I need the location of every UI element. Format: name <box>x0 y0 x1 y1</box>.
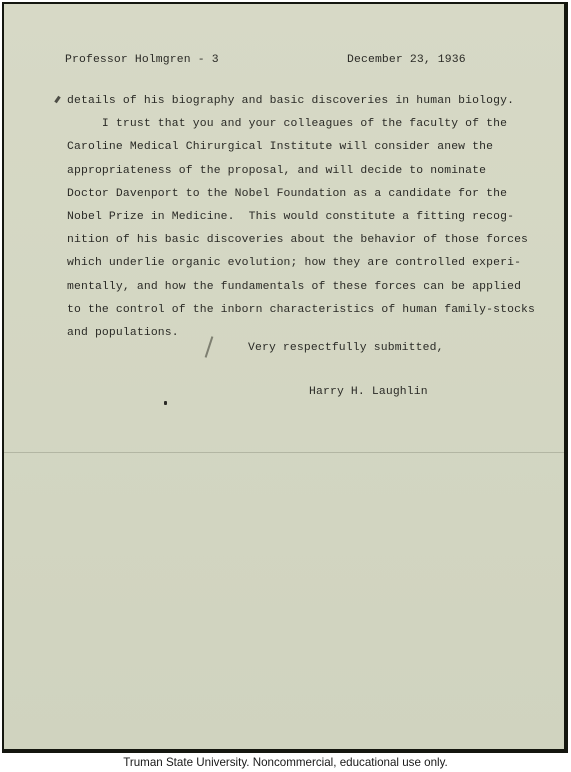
body-line: Nobel Prize in Medicine. This would constitute a fitting recog- <box>67 210 515 223</box>
paper-fold-line <box>4 452 564 453</box>
body-line: to the control of the inborn characteristics of human family-stocks <box>67 303 536 316</box>
letter-page <box>4 4 564 749</box>
body-line: I trust that you and your colleagues of the faculty of the <box>67 118 508 131</box>
ink-dot-mark <box>164 401 167 405</box>
letter-signature: Harry H. Laughlin <box>309 386 428 398</box>
page-header-recipient: Professor Holmgren - 3 <box>65 54 219 66</box>
body-line: Caroline Medical Chirurgical Institute will consider anew the <box>67 141 494 154</box>
body-line: and populations. <box>67 326 179 339</box>
body-line: which underlie organic evolution; how they are controlled experi- <box>67 257 522 270</box>
body-line: Doctor Davenport to the Nobel Foundation as a candidate for the <box>67 187 508 200</box>
body-line: mentally, and how the fundamentals of these forces can be applied <box>67 280 522 293</box>
archive-credit-line: Truman State University. Noncommercial, educational use only. <box>123 756 448 769</box>
page-header-date: December 23, 1936 <box>347 54 466 66</box>
margin-ink-mark <box>54 96 60 103</box>
letter-body <box>67 90 535 345</box>
letter-closing: Very respectfully submitted, <box>248 342 444 354</box>
body-line: details of his biography and basic discoveries in human biology. <box>67 95 515 107</box>
body-line: appropriateness of the proposal, and will decide to nominate <box>67 164 487 177</box>
body-line: nition of his basic discoveries about the behavior of those forces <box>67 234 529 247</box>
